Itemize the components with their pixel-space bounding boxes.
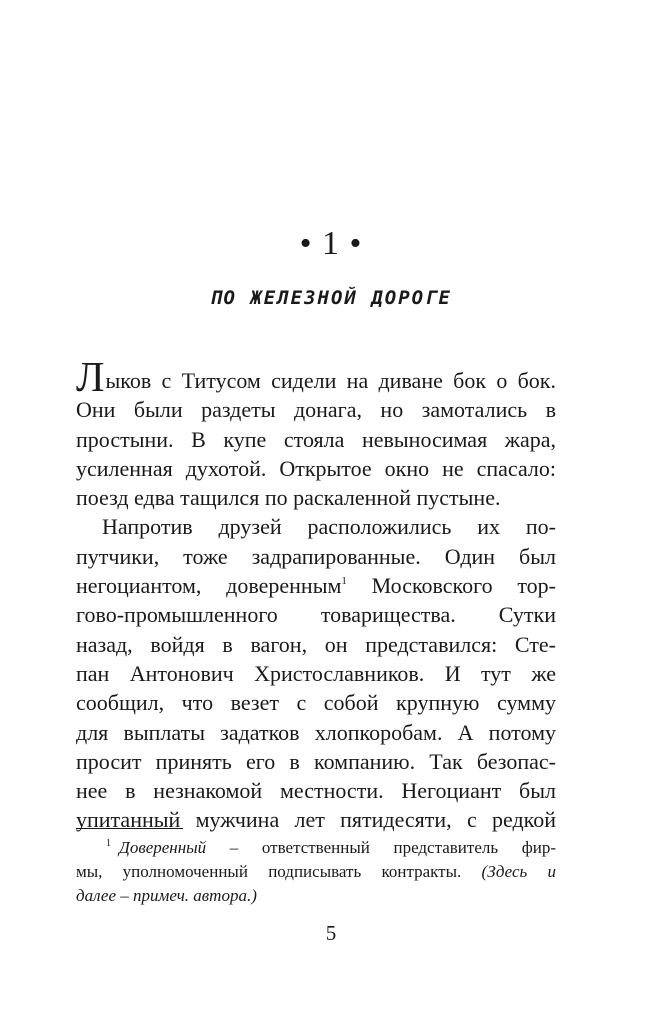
footnote-definition: – ответственный представитель фир-: [206, 838, 556, 857]
text-line: Напротив друзей расположились их по-: [102, 514, 556, 540]
text-line: для выплаты задатков хлопкоробам. А потому: [76, 719, 556, 745]
footnote-line: [76, 884, 556, 908]
footnote-note: (Здесь и: [481, 862, 556, 881]
text-line: просит принять его в компанию. Так безопас-: [76, 748, 556, 774]
footnote: [76, 836, 556, 908]
page-number: 5: [325, 921, 337, 945]
text-line-rest: ыков с Титусом сидели на диване бок о бок.: [105, 368, 556, 393]
text-line: усиленная духотой. Открытое окно не спасало:: [76, 455, 556, 481]
text-line: назад, войдя в вагон, он представился: Сте-: [76, 631, 556, 657]
footnote-line: [76, 836, 556, 860]
footnote-definition: мы, уполномоченный подписывать контракты.: [76, 862, 482, 881]
footnote-term: Доверенный: [119, 838, 207, 857]
text-line: путчики, тоже задрапированные. Один был: [76, 543, 556, 569]
body-text: [76, 355, 556, 835]
text-line: гово-промышленного товарищества. Сутки: [76, 602, 556, 628]
text-line: [76, 355, 556, 401]
footnote-mark: 1: [106, 838, 111, 849]
text-line: пан Антонович Христославников. И тут же: [76, 660, 556, 686]
text-line: нее в незнакомой местности. Негоциант был: [76, 778, 556, 804]
text-segment: негоциантом, доверенным: [76, 573, 342, 599]
chapter-number: • 1 •: [299, 225, 363, 262]
text-line: простыни. В купе стояла невыносимая жара,: [76, 426, 556, 452]
drop-cap: Л: [76, 355, 105, 401]
text-line: [76, 571, 556, 600]
text-line: упитанный мужчина лет пятидесяти, с редкой: [76, 807, 556, 833]
footnote-note: далее – примеч. автора.): [76, 886, 257, 905]
footnote-line: [76, 860, 556, 884]
text-line: Они были раздеты донага, но замотались в: [76, 397, 556, 423]
text-line: поезд едва тащился по раскаленной пустыне.: [76, 485, 501, 511]
footnote-reference[interactable]: 1: [341, 575, 347, 588]
text-line: сообщил, что везет с собой крупную сумму: [76, 690, 556, 716]
text-segment: Московского тор-: [346, 573, 556, 599]
chapter-title: ПО ЖЕЛЕЗНОЙ ДОРОГЕ: [210, 287, 452, 309]
footnote-divider: [76, 828, 183, 829]
